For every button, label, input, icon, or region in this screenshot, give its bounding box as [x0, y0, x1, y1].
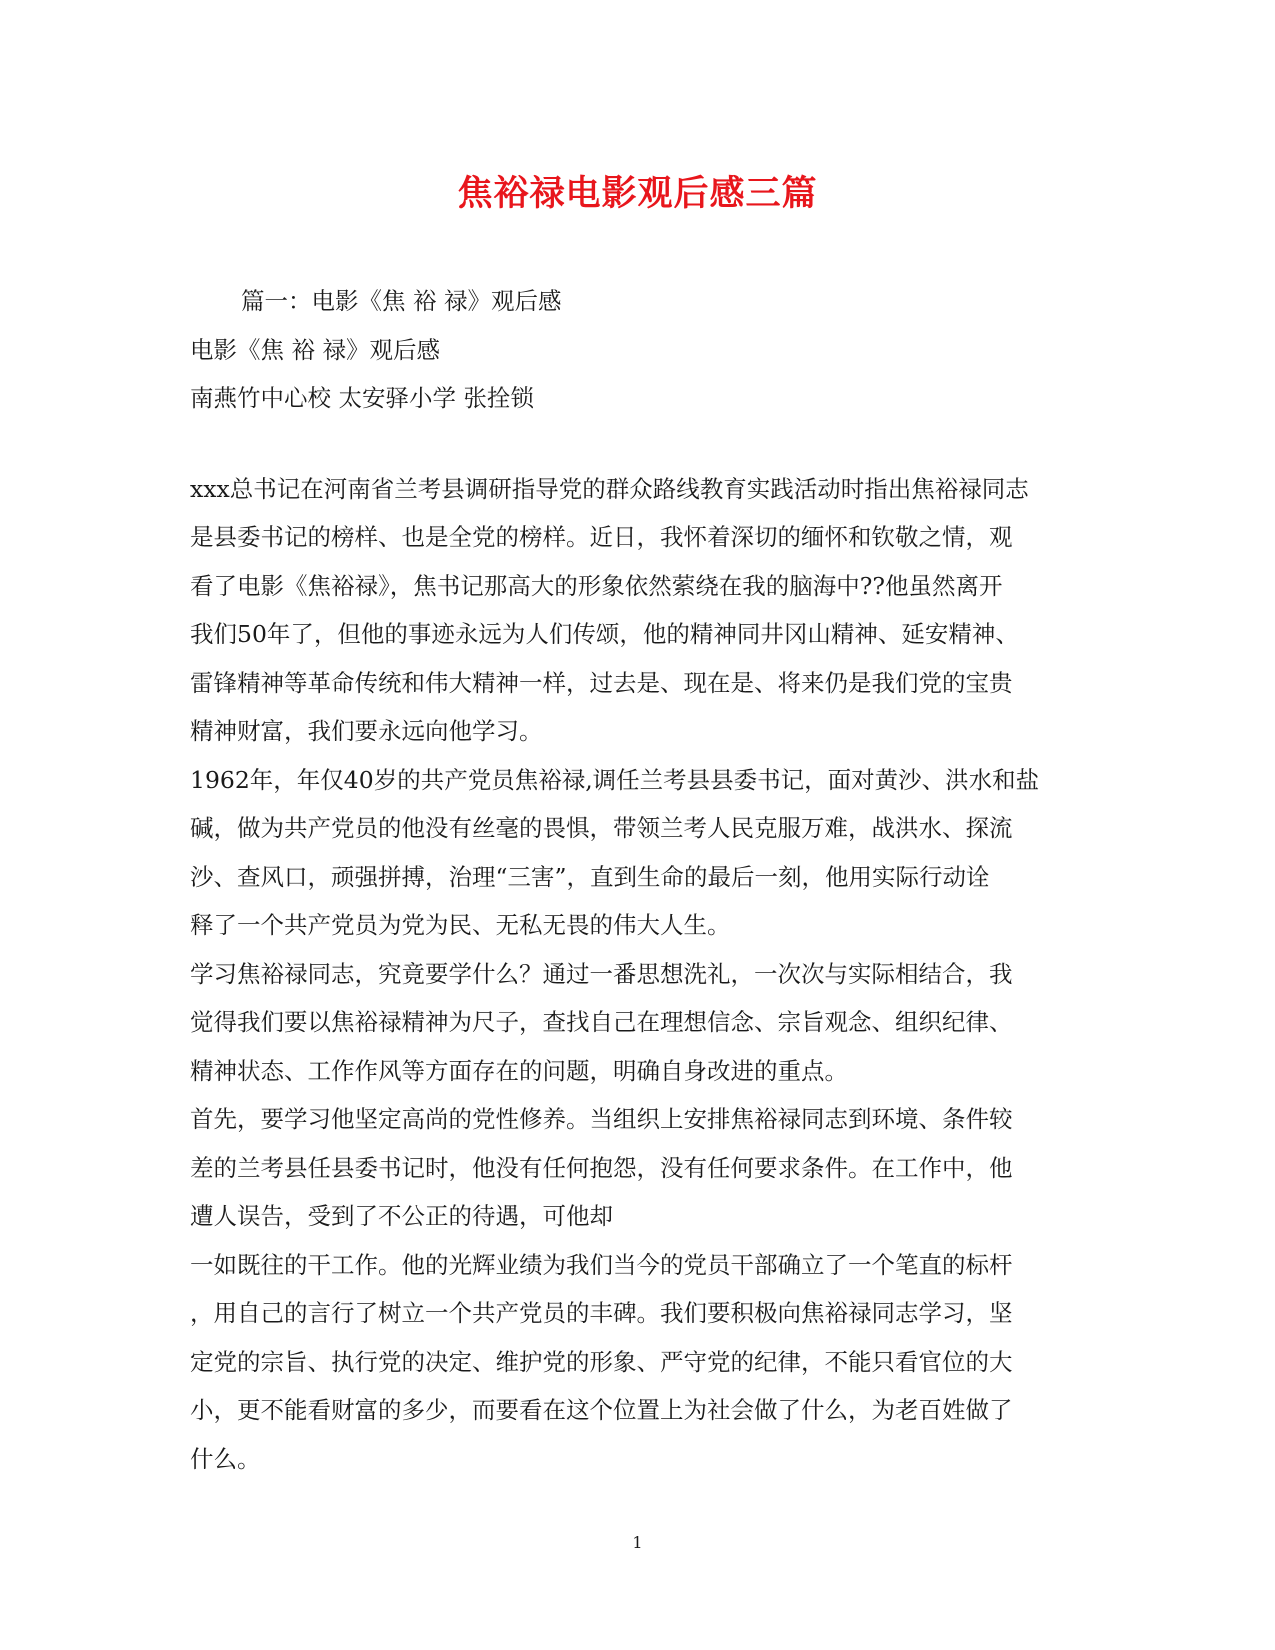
- paragraph-gap: [190, 423, 1072, 465]
- text-line: 首先，要学习他坚定高尚的党性修养。当组织上安排焦裕禄同志到环境、条件较: [190, 1105, 1013, 1133]
- text-line: 雷锋精神等革命传统和伟大精神一样，过去是、现在是、将来仍是我们党的宝贵: [190, 668, 1013, 697]
- text-line: 释了一个共产党员为党为民、无私无畏的伟大人生。: [190, 911, 731, 939]
- document-body: [190, 277, 1072, 1483]
- text-line: 精神财富，我们要永远向他学习。: [190, 717, 543, 745]
- page-number: 1: [632, 1533, 643, 1552]
- text-line: 看了电影《焦裕禄》，焦书记那高大的形象依然萦绕在我的脑海中??他虽然离开: [190, 571, 1003, 600]
- text-line: ，用自己的言行了树立一个共产党员的丰碑。我们要积极向焦裕禄同志学习，坚: [190, 1299, 1013, 1327]
- author-line: 南燕竹中心校 太安驿小学 张拴锁: [190, 384, 534, 412]
- section-heading: 篇一：电影《焦 裕 禄》观后感: [241, 287, 562, 315]
- text-line: 小，更不能看财富的多少，而要看在这个位置上为社会做了什么，为老百姓做了: [190, 1396, 1013, 1424]
- text-line: 我们50年了，但他的事迹永远为人们传颂，他的精神同井冈山精神、延安精神、: [190, 620, 1019, 648]
- text-line: 1962年，年仅40岁的共产党员焦裕禄,调任兰考县县委书记，面对黄沙、洪水和盐: [190, 765, 1040, 794]
- text-line: 什么。: [190, 1444, 261, 1473]
- subtitle: 电影《焦 裕 禄》观后感: [190, 335, 440, 364]
- text-line: 遭人误告，受到了不公正的待遇，可他却: [190, 1202, 613, 1230]
- text-line: xxx总书记在河南省兰考县调研指导党的群众路线教育实践活动时指出焦裕禄同志: [190, 474, 1029, 503]
- document-title: 焦裕禄电影观后感三篇: [457, 173, 818, 214]
- text-line: 一如既往的干工作。他的光辉业绩为我们当今的党员干部确立了一个笔直的标杆: [190, 1250, 1013, 1279]
- text-line: 学习焦裕禄同志，究竟要学什么？通过一番思想洗礼，一次次与实际相结合，我: [190, 959, 1013, 988]
- text-line: 定党的宗旨、执行党的决定、维护党的形象、严守党的纪律，不能只看官位的大: [190, 1347, 1013, 1376]
- text-line: 是县委书记的榜样、也是全党的榜样。近日，我怀着深切的缅怀和钦敬之情，观: [190, 523, 1013, 551]
- text-line: 差的兰考县任县委书记时，他没有任何抱怨，没有任何要求条件。在工作中，他: [190, 1153, 1013, 1182]
- text-line: 碱，做为共产党员的他没有丝毫的畏惧，带领兰考人民克服万难，战洪水、探流: [190, 814, 1013, 842]
- text-line: 觉得我们要以焦裕禄精神为尺子，查找自己在理想信念、宗旨观念、组织纪律、: [190, 1008, 1013, 1036]
- text-line: 沙、查风口，顽强拼搏，治理“三害”，直到生命的最后一刻，他用实际行动诠: [190, 862, 990, 891]
- text-line: 精神状态、工作作风等方面存在的问题，明确自身改进的重点。: [190, 1056, 848, 1085]
